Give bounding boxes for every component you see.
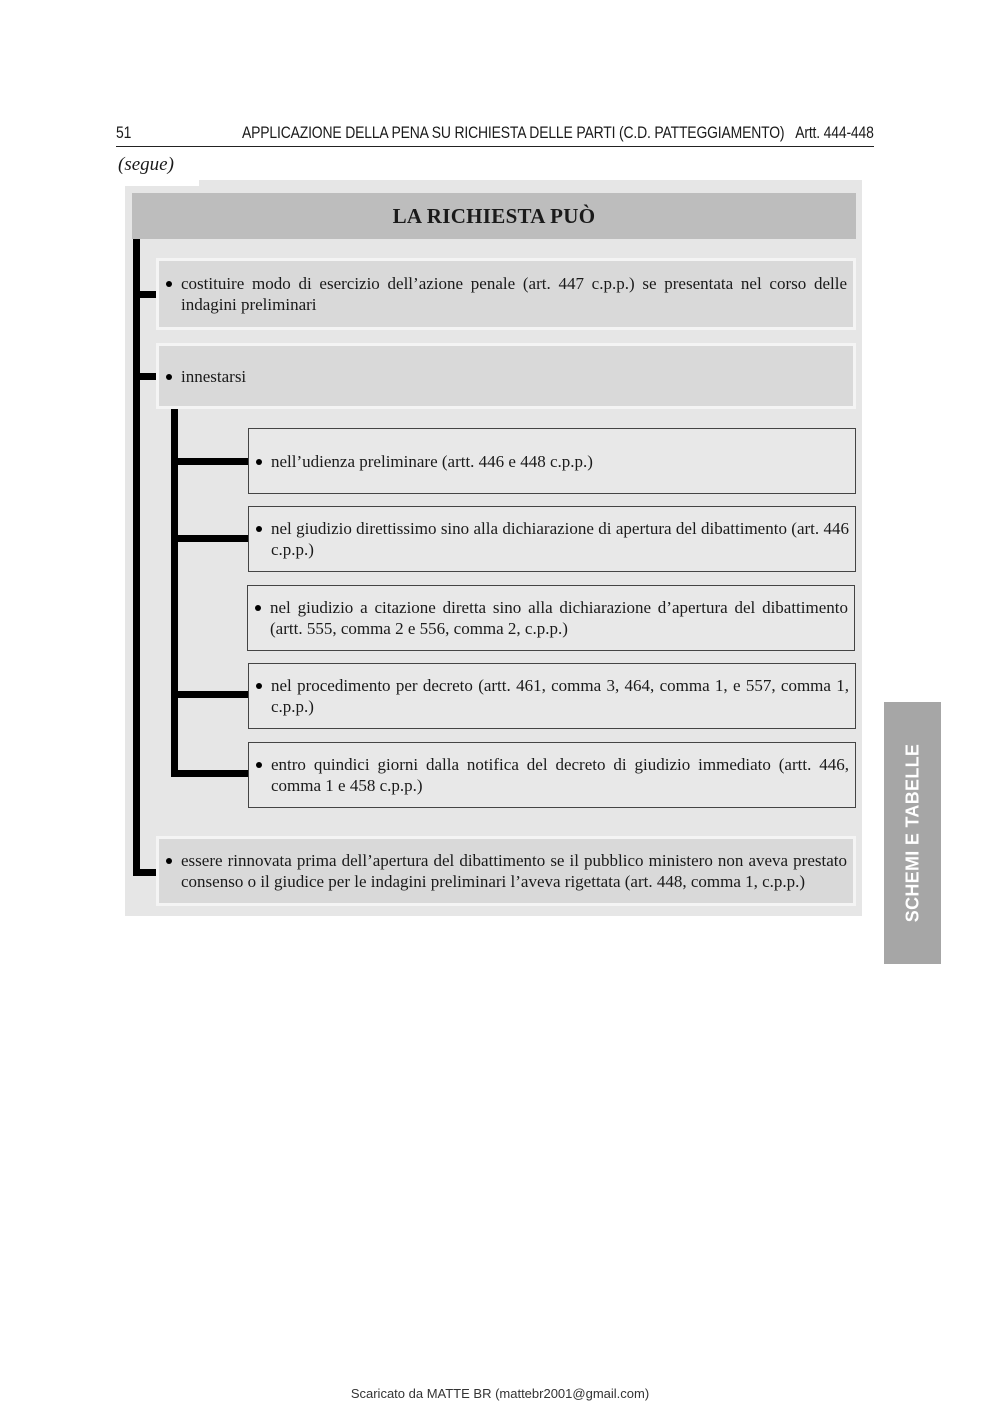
sub-item-text: nel giudizio direttissimo sino alla dichiarazione di apertura del dibattimento (art. 446 c.p.p.): [255, 518, 849, 560]
side-tab-label: SCHEMI E TABELLE: [902, 743, 922, 923]
side-tab: [884, 702, 941, 964]
branch-line-item1: [133, 291, 157, 298]
running-title: APPLICAZIONE DELLA PENA SU RICHIESTA DELLE PARTI (C.D. PATTEGGIAMENTO): [242, 123, 785, 142]
sub-item-text: nel procedimento per decreto (artt. 461, comma 3, 464, comma 1, e 557, comma 1, c.p.p.): [255, 675, 849, 717]
sub-item-giudizio-direttissimo: [248, 506, 856, 572]
articles-reference: Artt. 444-448: [795, 123, 874, 142]
branch-line-item2: [133, 373, 157, 380]
page-header: [116, 122, 874, 147]
item-text: essere rinnovata prima dell’apertura del dibattimento se il pubblico ministero non aveva prestato consenso o il giudice per le indagini preliminari l’aveva rigettata (art. 448, comma 1, c.p.p.): [165, 850, 847, 892]
sub-item-text: nel giudizio a citazione diretta sino alla dichiarazione d’apertura del dibattimento (artt. 555, comma 2 e 556, comma 2, c.p.p.): [254, 597, 848, 639]
sub-item-procedimento-decreto: [248, 663, 856, 729]
item-text: costituire modo di esercizio dell’azione penale (art. 447 c.p.p.) se presentata nel corso delle indagini preliminari: [165, 273, 847, 315]
branch-line-sub4: [171, 691, 249, 698]
main-trunk-line: [133, 239, 140, 876]
branch-line-item3: [133, 869, 157, 876]
panel-notch: [125, 180, 199, 186]
sub-item-udienza-preliminare: [248, 428, 856, 494]
segue-label: (segue): [118, 154, 174, 175]
scheme-title: LA RICHIESTA PUÒ: [132, 193, 856, 239]
sub-item-citazione-diretta: [247, 585, 855, 651]
item-text: innestarsi: [165, 366, 847, 387]
download-footer: Scaricato da MATTE BR (mattebr2001@gmail.com): [350, 1386, 650, 1401]
scheme-item-rinnovata: [156, 836, 856, 906]
scheme-item-innestarsi: [156, 343, 856, 409]
branch-line-sub2: [171, 535, 249, 542]
branch-line-sub5: [171, 770, 249, 777]
sub-item-giudizio-immediato: [248, 742, 856, 808]
scheme-item-azione-penale: [156, 258, 856, 330]
sub-item-text: entro quindici giorni dalla notifica del decreto di giudizio immediato (artt. 446, comma 1 e 458 c.p.p.): [255, 754, 849, 796]
branch-line-sub1: [171, 458, 249, 465]
sub-item-text: nell’udienza preliminare (artt. 446 e 448 c.p.p.): [255, 451, 849, 472]
page-number: 51: [116, 123, 132, 142]
